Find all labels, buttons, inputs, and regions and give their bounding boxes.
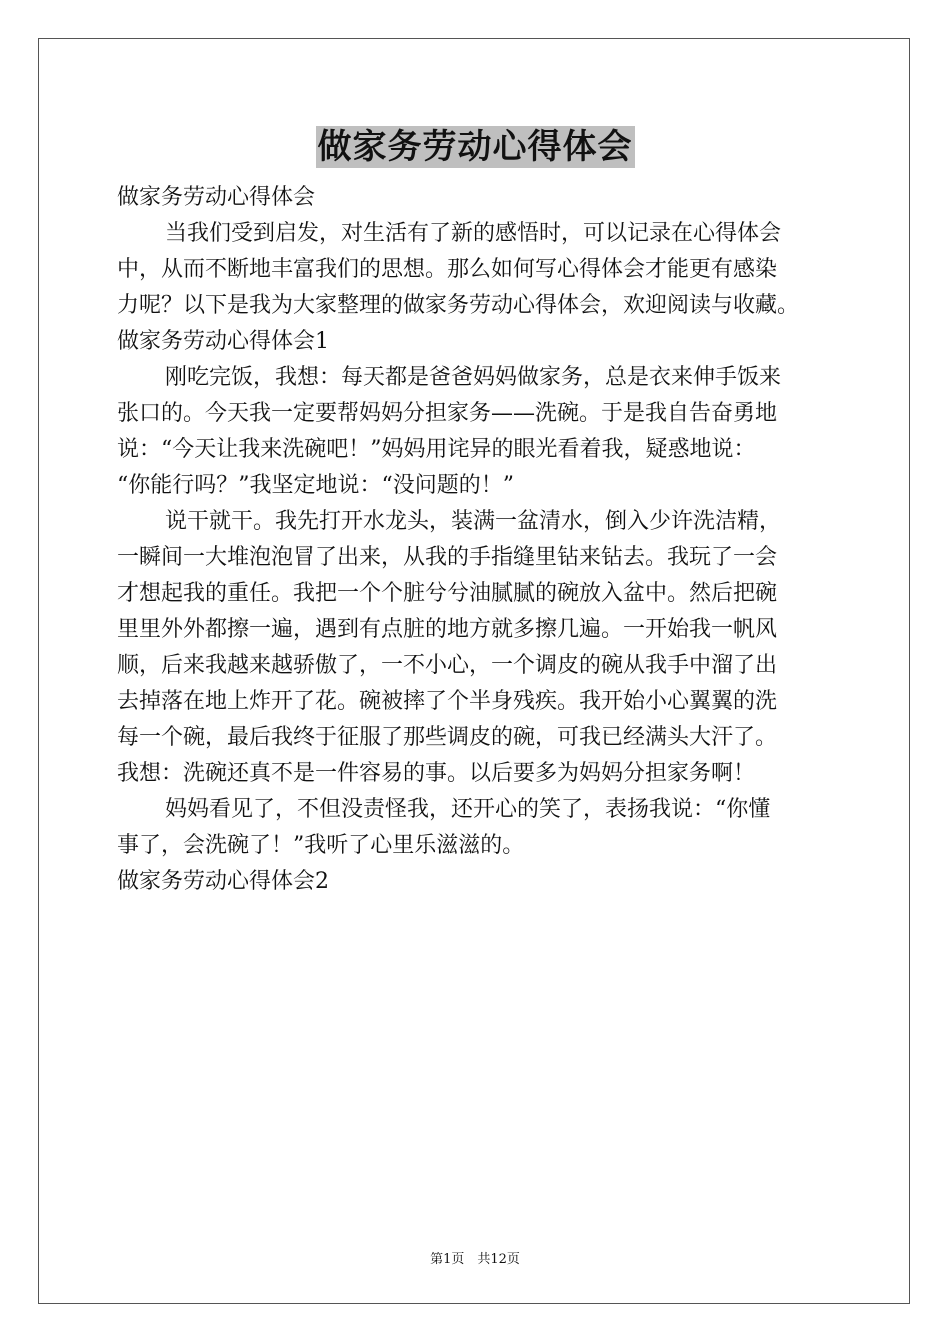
- paragraph-line: 顺，后来我越来越骄傲了，一不小心，一个调皮的碗从我手中溜了出: [117, 653, 778, 678]
- paragraph-line: 才想起我的重任。我把一个个脏兮兮油腻腻的碗放入盆中。然后把碗: [117, 581, 778, 606]
- paragraph-line: 妈妈看见了，不但没责怪我，还开心的笑了，表扬我说：“你懂: [165, 797, 771, 822]
- paragraph-line: 张口的。今天我一定要帮妈妈分担家务——洗碗。于是我自告奋勇地: [117, 401, 778, 426]
- paragraph-line: 事了，会洗碗了！”我听了心里乐滋滋的。: [117, 833, 525, 858]
- paragraph-line: 去掉落在地上炸开了花。碗被摔了个半身残疾。我开始小心翼翼的洗: [117, 689, 778, 714]
- page-footer: 第1页 共12页: [430, 1252, 520, 1267]
- title-container: [0, 126, 950, 168]
- subtitle: 做家务劳动心得体会: [117, 185, 316, 210]
- paragraph-line: 一瞬间一大堆泡泡冒了出来，从我的手指缝里钻来钻去。我玩了一会: [117, 545, 778, 570]
- section-heading-1: 做家务劳动心得体会1: [117, 329, 329, 354]
- paragraph-line: 当我们受到启发，对生活有了新的感悟时，可以记录在心得体会: [165, 221, 782, 246]
- intro-paragraph: [117, 216, 847, 324]
- paragraph-line: 我想：洗碗还真不是一件容易的事。以后要多为妈妈分担家务啊！: [117, 761, 756, 786]
- paragraph-line: 说干就干。我先打开水龙头，装满一盆清水，倒入少许洗洁精，: [165, 509, 782, 534]
- section-heading-2: 做家务劳动心得体会2: [117, 869, 329, 894]
- paragraph-line: 刚吃完饭，我想：每天都是爸爸妈妈做家务，总是衣来伸手饭来: [165, 365, 782, 390]
- document-title: 做家务劳动心得体会: [317, 127, 633, 167]
- paragraph-3: [117, 792, 847, 864]
- paragraph-line: 每一个碗，最后我终于征服了那些调皮的碗，可我已经满头大汗了。: [117, 725, 778, 750]
- document-body: [117, 180, 847, 900]
- paragraph-line: 中，从而不断地丰富我们的思想。那么如何写心得体会才能更有感染: [117, 257, 778, 282]
- paragraph-line: 力呢？以下是我为大家整理的做家务劳动心得体会，欢迎阅读与收藏。: [117, 293, 800, 318]
- paragraph-1: [117, 360, 847, 504]
- paragraph-line: 里里外外都擦一遍，遇到有点脏的地方就多擦几遍。一开始我一帆风: [117, 617, 778, 642]
- paragraph-2: [117, 504, 847, 792]
- paragraph-line: “你能行吗？”我坚定地说：“没问题的！”: [117, 473, 514, 498]
- paragraph-line: 说：“今天让我来洗碗吧！”妈妈用诧异的眼光看着我，疑惑地说：: [117, 437, 756, 462]
